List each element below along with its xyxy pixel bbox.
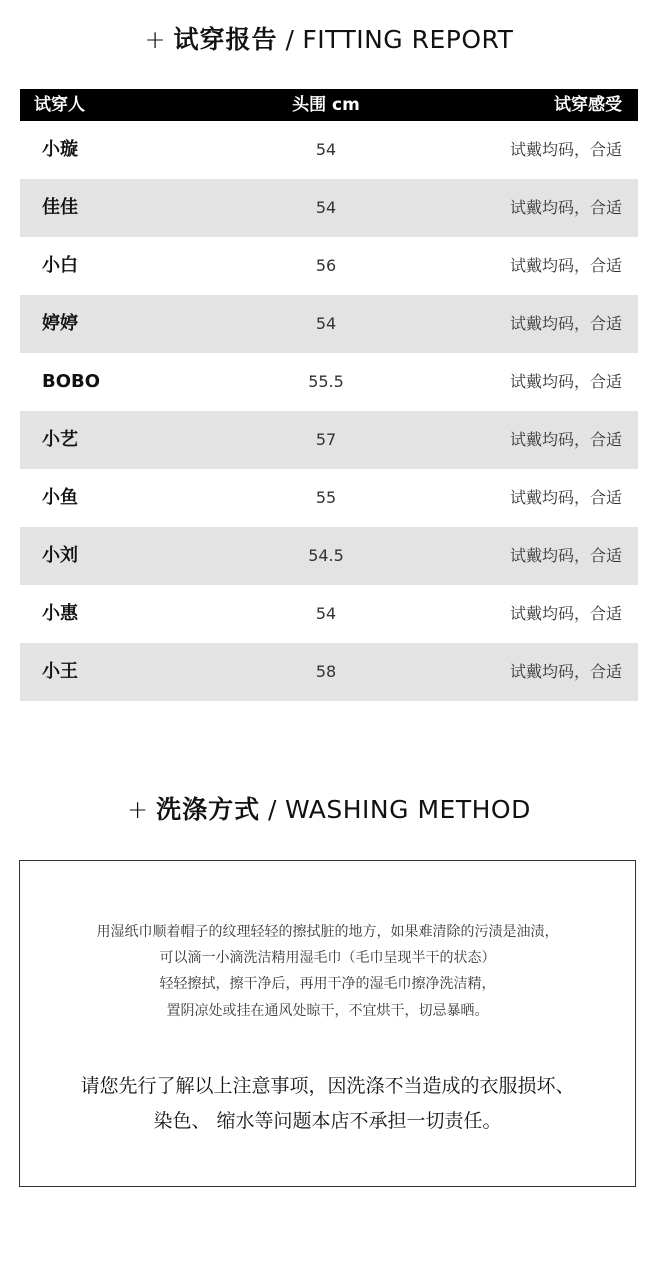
head-size: 57	[315, 430, 337, 449]
fit-feeling: 试戴均码，合适	[509, 256, 622, 275]
table-row	[20, 585, 638, 643]
header-feeling: 试穿感受	[554, 95, 622, 115]
title-slash: /	[268, 795, 277, 824]
table-row	[20, 353, 638, 411]
fitting-title-zh: 试穿报告	[173, 25, 278, 54]
title-slash: /	[285, 25, 295, 54]
head-size: 55	[315, 488, 337, 507]
fitting-table	[20, 89, 638, 701]
fit-feeling: 试戴均码，合适	[509, 140, 622, 159]
fit-feeling: 试戴均码，合适	[509, 662, 622, 681]
head-size: 54	[315, 314, 337, 333]
head-size: 58	[315, 662, 337, 681]
disclaimer-line: 请您先行了解以上注意事项，因洗涤不当造成的衣服损坏、	[80, 1075, 575, 1097]
fit-feeling: 试戴均码，合适	[509, 488, 622, 507]
head-size: 54	[315, 140, 337, 159]
table-row	[20, 469, 638, 527]
tester-name: 小惠	[42, 603, 78, 624]
header-head-size: 头围 cm	[292, 95, 360, 115]
table-row	[20, 121, 638, 179]
table-row	[20, 179, 638, 237]
tester-name: 婷婷	[42, 313, 78, 334]
washing-instructions-box	[19, 860, 636, 1187]
tester-name: 小刘	[42, 545, 78, 566]
tester-name: 小璇	[42, 139, 78, 160]
plus-icon: +	[127, 795, 149, 824]
disclaimer-line: 染色、 缩水等问题本店不承担一切责任。	[153, 1110, 502, 1132]
table-header	[20, 89, 638, 121]
table-row	[20, 527, 638, 585]
washing-title-zh: 洗涤方式	[156, 795, 261, 824]
instruction-line: 可以滴一小滴洗洁精用湿毛巾（毛巾呈现半干的状态）	[159, 950, 496, 966]
table-row	[20, 237, 638, 295]
head-size: 55.5	[308, 372, 344, 391]
instruction-line: 置阴凉处或挂在通风处晾干，不宜烘干，切忌暴晒。	[166, 1003, 489, 1019]
washing-method-title	[0, 790, 658, 826]
fitting-report-title	[0, 20, 658, 56]
tester-name: 小艺	[42, 429, 78, 450]
table-row	[20, 411, 638, 469]
head-size: 56	[315, 256, 337, 275]
instruction-line: 用湿纸巾顺着帽子的纹理轻轻的擦拭脏的地方，如果难清除的污渍是油渍，	[96, 924, 559, 940]
table-row	[20, 295, 638, 353]
table-row	[20, 643, 638, 701]
fit-feeling: 试戴均码，合适	[509, 604, 622, 623]
head-size: 54	[315, 604, 337, 623]
instruction-line: 轻轻擦拭，擦干净后，再用干净的湿毛巾擦净洗洁精，	[159, 976, 496, 992]
fit-feeling: 试戴均码，合适	[509, 372, 622, 391]
fit-feeling: 试戴均码，合适	[509, 430, 622, 449]
washing-title-en: WASHING METHOD	[284, 795, 531, 824]
head-size: 54.5	[308, 546, 344, 565]
tester-name: 小鱼	[42, 487, 78, 508]
tester-name: 小白	[42, 255, 78, 276]
header-tester: 试穿人	[34, 95, 85, 115]
fitting-title-en: FITTING REPORT	[302, 25, 514, 54]
fit-feeling: 试戴均码，合适	[509, 314, 622, 333]
plus-icon: +	[144, 25, 166, 54]
fit-feeling: 试戴均码，合适	[509, 546, 622, 565]
tester-name: 小王	[42, 661, 78, 682]
tester-name: 佳佳	[42, 197, 78, 218]
fit-feeling: 试戴均码，合适	[509, 198, 622, 217]
head-size: 54	[315, 198, 337, 217]
tester-name: BOBO	[42, 371, 101, 392]
